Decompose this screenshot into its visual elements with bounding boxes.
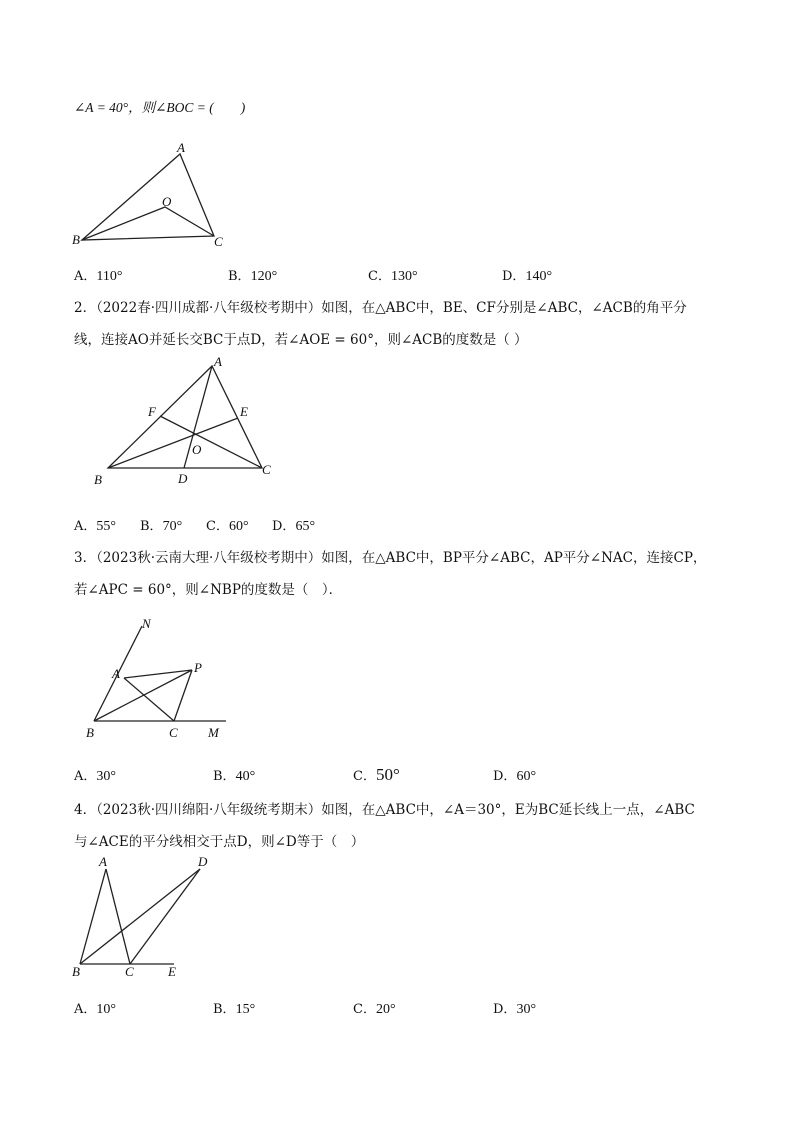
q3-option-d[interactable]: D．60°	[493, 769, 537, 784]
q4-options	[74, 998, 714, 1018]
q1-label-a: A	[177, 140, 185, 155]
q1-triangle-abc	[82, 154, 214, 240]
q3-segment-ac	[124, 678, 174, 721]
q2-option-b[interactable]: B．70°	[140, 519, 183, 534]
q3-option-b[interactable]: B．40°	[213, 769, 256, 784]
q4-segment-ab	[80, 869, 106, 964]
q2-option-d[interactable]: D．65°	[272, 519, 316, 534]
q3-stem-line2: 若∠APC = 60°，则∠NBP的度数是（ ）．	[74, 582, 343, 598]
q1-stem-tail: ∠A = 40°，则∠BOC = ( )	[74, 100, 246, 115]
q3-option-c[interactable]: C．50°	[353, 765, 400, 784]
q2-label-c: C	[262, 462, 271, 477]
q2-options	[74, 515, 714, 535]
q3-option-a[interactable]: A．30°	[74, 769, 116, 784]
q4-label-b: B	[72, 964, 80, 979]
q1-option-b[interactable]: B．120°	[228, 269, 278, 284]
q2-triangle-abc	[108, 366, 262, 468]
q3-label-p: P	[194, 660, 202, 675]
q4-option-b[interactable]: B．15°	[213, 1002, 256, 1017]
q1-options	[74, 265, 714, 285]
q2-label-b: B	[94, 472, 102, 487]
q2-option-c[interactable]: C．60°	[206, 519, 249, 534]
q3-label-c: C	[169, 725, 178, 740]
q1-option-a[interactable]: A．110°	[74, 269, 123, 284]
q2-bisector-be	[108, 418, 238, 468]
q2-label-d: D	[178, 471, 188, 486]
q4-stem-line2: 与∠ACE的平分线相交于点D，则∠D等于（ ）	[74, 834, 365, 850]
q4-option-c[interactable]: C．20°	[353, 1002, 396, 1017]
q1-label-b: B	[72, 232, 80, 247]
q3-label-m: M	[208, 725, 219, 740]
q3-label-n: N	[142, 616, 151, 631]
q4-stem-line1: 4．（2023秋·四川绵阳·八年级统考期末）如图，在△ABC中，∠A＝30°，E为BC延长线上一点，∠ABC	[74, 802, 695, 818]
q2-figure	[90, 352, 290, 490]
q4-option-d[interactable]: D．30°	[493, 1002, 537, 1017]
q4-label-c: C	[125, 964, 134, 979]
q1-segments-bo-oc	[82, 207, 214, 240]
q2-label-e: E	[240, 404, 248, 419]
q3-figure	[80, 614, 240, 744]
q4-label-e: E	[168, 964, 176, 979]
q4-figure	[70, 852, 220, 982]
q1-label-o: O	[162, 194, 172, 209]
q2-option-a[interactable]: A．55°	[74, 519, 116, 534]
q2-label-a: A	[214, 354, 222, 369]
q2-stem-line1: 2．（2022春·四川成都·八年级校考期中）如图，在△ABC中，BE、CF分别是∠ABC，∠ACB的角平分	[74, 300, 687, 316]
q3-label-a: A	[112, 666, 120, 681]
q2-stem-line2: 线，连接AO并延长交BC于点D，若∠AOE = 60°，则∠ACB的度数是（ ）	[74, 332, 528, 348]
q1-option-c[interactable]: C．130°	[368, 269, 418, 284]
q4-segment-ac	[106, 869, 130, 964]
q3-label-b: B	[86, 725, 94, 740]
q3-segment-ap	[124, 670, 192, 678]
q4-option-a[interactable]: A．10°	[74, 1002, 116, 1017]
q1-option-d[interactable]: D．140°	[502, 269, 553, 284]
q4-label-a: A	[99, 854, 107, 869]
q3-stem-line1: 3．（2023秋·云南大理·八年级校考期中）如图，在△ABC中，BP平分∠ABC，AP平分∠NAC，连接CP，	[74, 550, 707, 566]
q3-options	[74, 765, 714, 785]
q2-label-f: F	[148, 404, 156, 419]
q1-figure	[70, 140, 240, 252]
q4-label-d: D	[198, 854, 208, 869]
q2-label-o: O	[192, 442, 202, 457]
q1-label-c: C	[214, 234, 223, 249]
